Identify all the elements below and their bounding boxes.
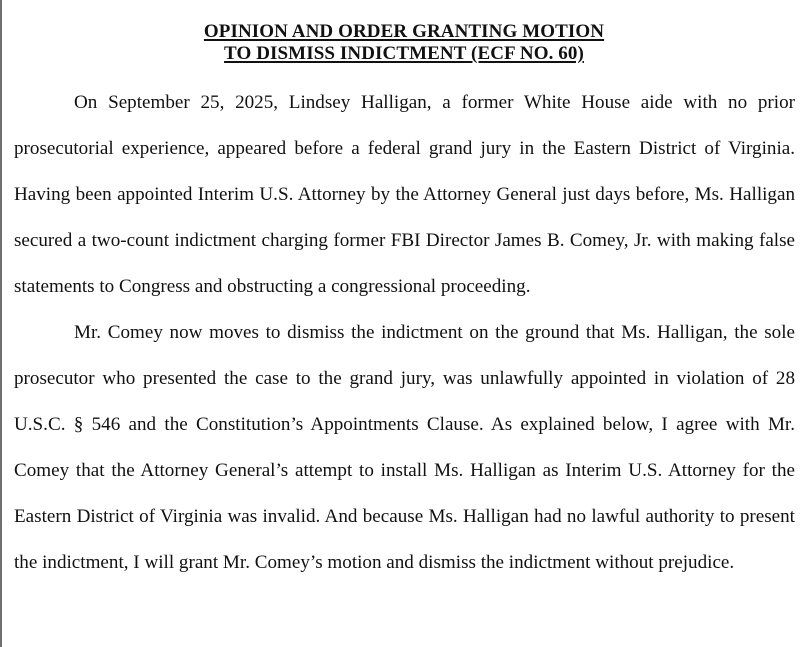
paragraph: On September 25, 2025, Lindsey Halligan, a former White House aide with no prior prosecutorial experience, appeared before a federal grand jury in the Eastern District of Virginia. Having been appointed Interim U.S. Attorney by the Attorney General just days before, Ms. Halligan secured a two-count indictment charging former FBI Director James B. Comey, Jr. with making false statements to Congress and obstructing a congressional proceeding.	[14, 92, 795, 297]
document-body	[14, 80, 795, 586]
document-title	[0, 21, 808, 65]
paragraph: Mr. Comey now moves to dismiss the indictment on the ground that Ms. Halligan, the sole prosecutor who presented the case to the grand jury, was unlawfully appointed in violation of 28 U.S.C. § 546 and the Constitution’s Appointments Clause. As explained below, I agree with Mr. Comey that the Attorney General’s attempt to install Ms. Halligan as Interim U.S. Attorney for the Eastern District of Virginia was invalid. And because Ms. Halligan had no lawful authority to present the indictment, I will grant Mr. Comey’s motion and dismiss the indictment without prejudice.	[14, 322, 795, 573]
title-line-1: OPINION AND ORDER GRANTING MOTION	[203, 21, 605, 42]
page-left-border	[0, 0, 2, 647]
title-line-2: TO DISMISS INDICTMENT (ECF NO. 60)	[224, 43, 584, 64]
